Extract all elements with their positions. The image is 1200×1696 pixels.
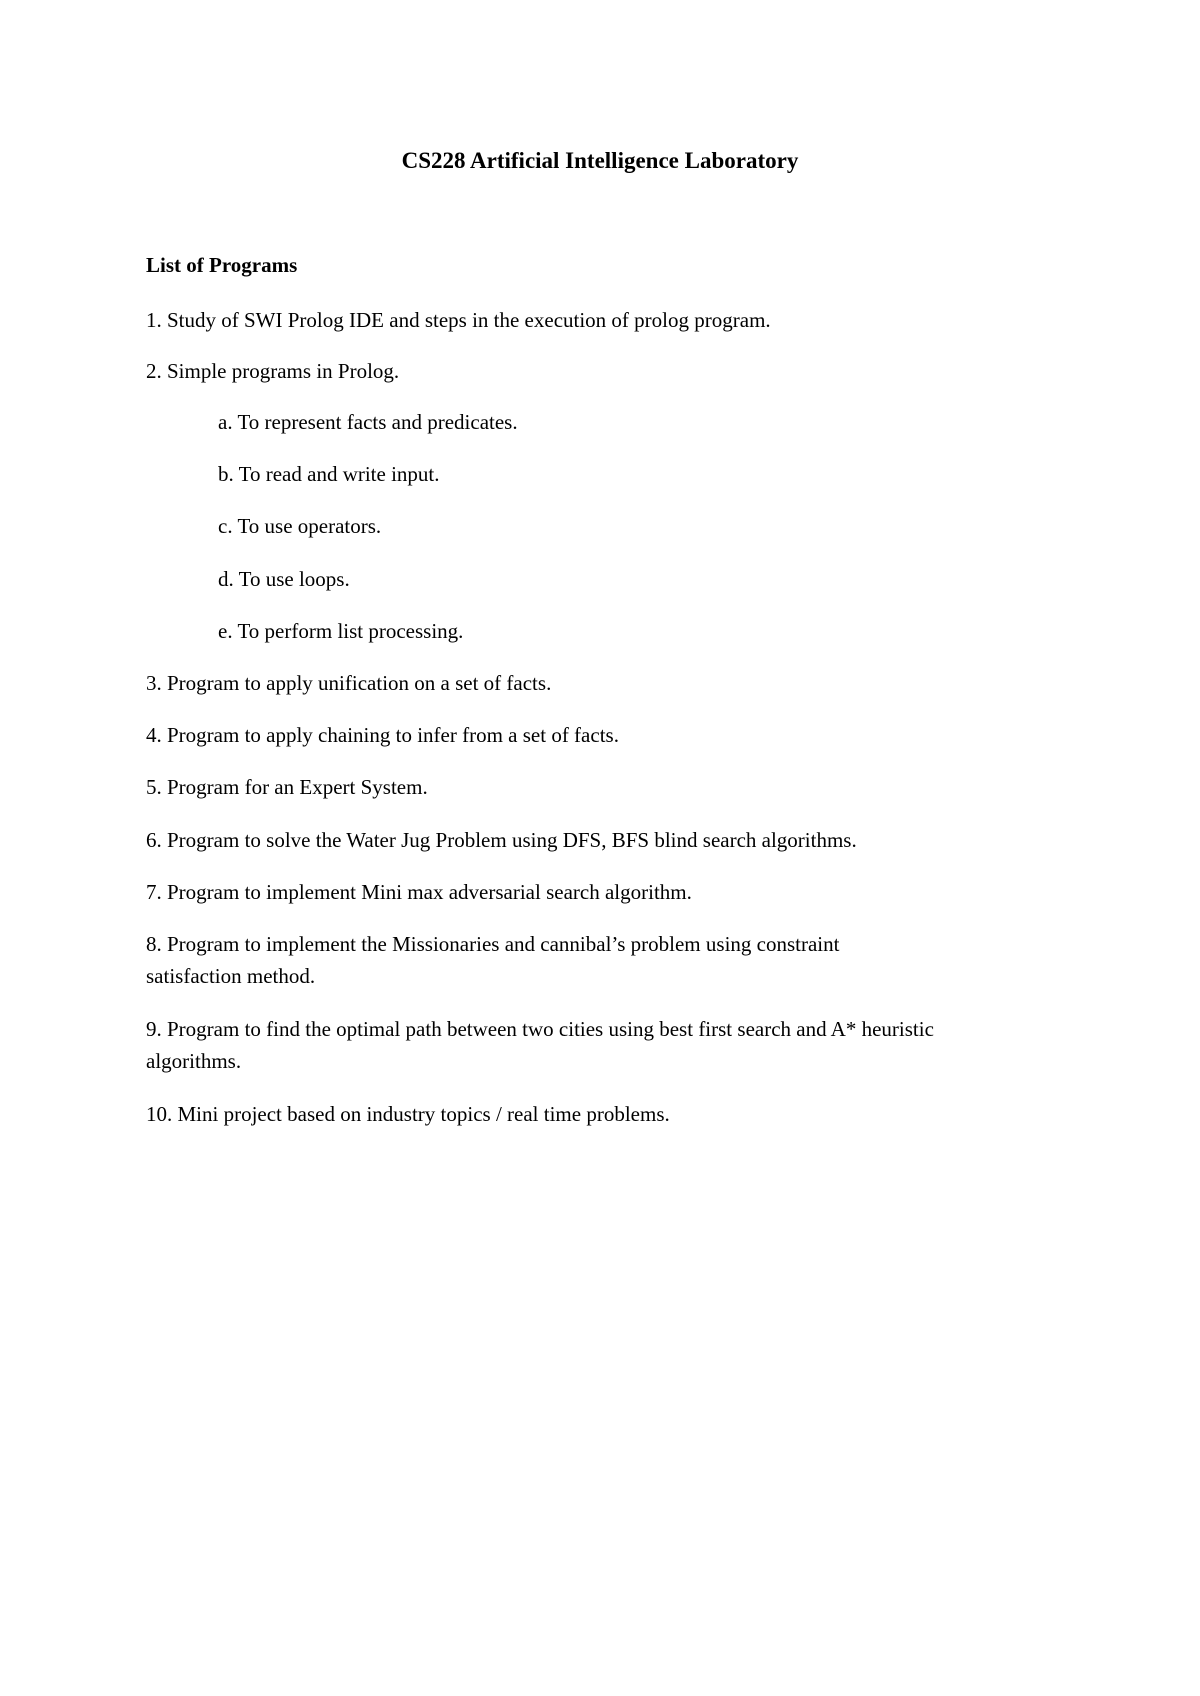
program-item-6: 6. Program to solve the Water Jug Problem using DFS, BFS blind search algorithms. [146, 828, 857, 852]
program-item-9-line-1: 9. Program to find the optimal path between two cities using best first search and A* heuristic [146, 1017, 934, 1041]
program-item-9-line-2: algorithms. [146, 1049, 242, 1073]
program-item-10: 10. Mini project based on industry topics / real time problems. [146, 1102, 670, 1126]
program-item-3: 3. Program to apply unification on a set of facts. [146, 671, 552, 695]
program-item-4: 4. Program to apply chaining to infer from a set of facts. [146, 723, 619, 747]
program-item-1: 1. Study of SWI Prolog IDE and steps in the execution of prolog program. [146, 308, 771, 332]
program-item-5: 5. Program for an Expert System. [146, 775, 428, 799]
document-title: CS228 Artificial Intelligence Laboratory [401, 148, 799, 173]
program-item-7: 7. Program to implement Mini max adversarial search algorithm. [146, 880, 692, 904]
program-item-8-line-1: 8. Program to implement the Missionaries and cannibal’s problem using constraint [146, 932, 840, 956]
program-item-8-line-2: satisfaction method. [146, 964, 316, 988]
list-heading: List of Programs [146, 253, 298, 277]
program-subitem-2a: a. To represent facts and predicates. [218, 410, 518, 434]
program-item-2: 2. Simple programs in Prolog. [146, 359, 400, 383]
program-subitem-2e: e. To perform list processing. [218, 619, 464, 643]
program-subitem-2b: b. To read and write input. [218, 462, 440, 486]
program-subitem-2d: d. To use loops. [218, 567, 350, 591]
program-subitem-2c: c. To use operators. [218, 514, 382, 538]
